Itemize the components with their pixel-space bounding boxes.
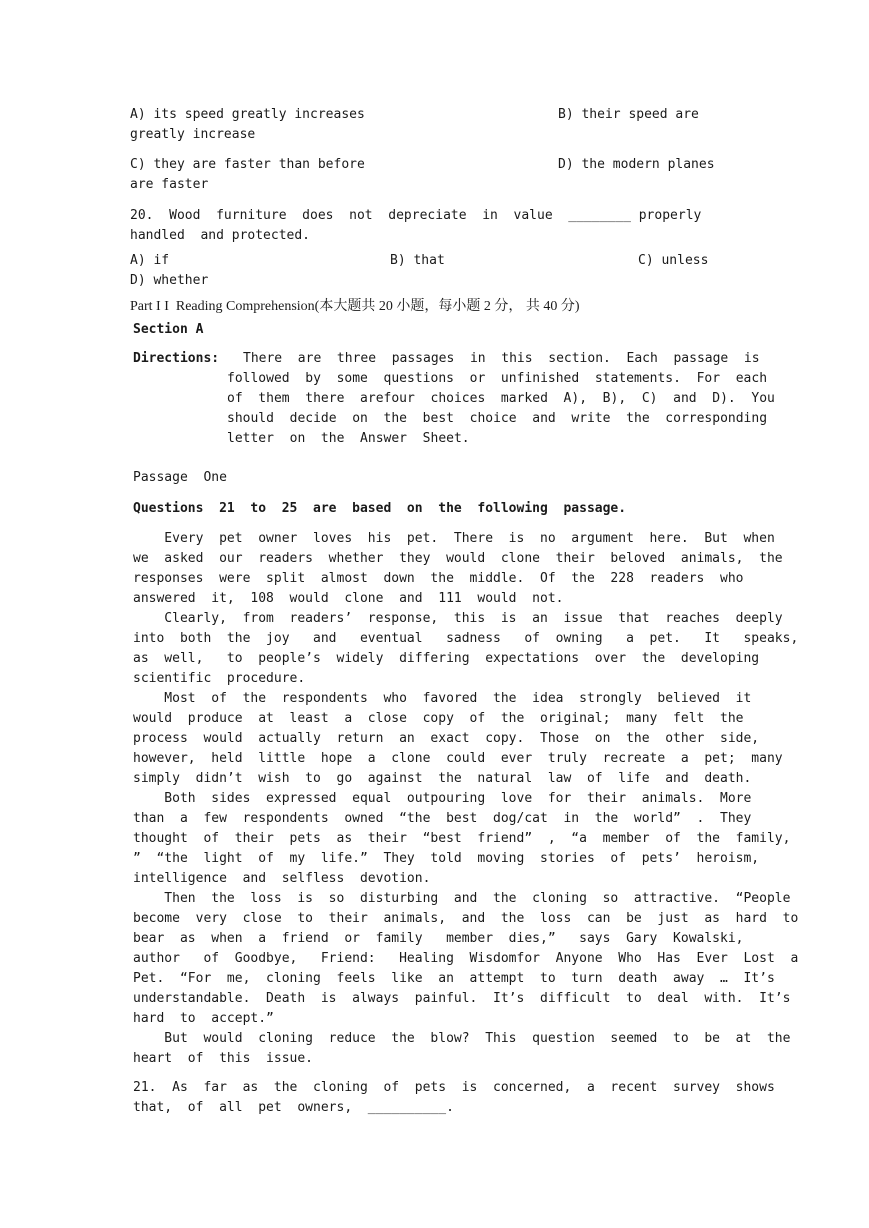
q21-stem-cont: that, of all pet owners, __________. bbox=[133, 1100, 454, 1115]
q20-option-a: A) if bbox=[130, 253, 170, 268]
q19-option-a: A) its speed greatly increases bbox=[130, 107, 365, 122]
passage-line: But would cloning reduce the blow? This question seemed to be at the bbox=[133, 1031, 791, 1046]
q19-option-d: D) the modern planes bbox=[558, 157, 715, 172]
passage-line: as well, to people’s widely differing expectations over the developing bbox=[133, 651, 760, 666]
passage-line: thought of their pets as their “best friend” , “a member of the family, bbox=[133, 831, 791, 846]
passage-line: bear as when a friend or family member dies,” says Gary Kowalski, bbox=[133, 931, 744, 946]
passage-line: hard to accept.” bbox=[133, 1011, 274, 1026]
passage-line: would produce at least a close copy of the original; many felt the bbox=[133, 711, 744, 726]
directions-line: followed by some questions or unfinished statements. For each bbox=[227, 371, 768, 386]
q20-option-c: C) unless bbox=[638, 253, 709, 268]
passage-line: into both the joy and eventual sadness of owning a pet. It speaks, bbox=[133, 631, 799, 646]
passage-body bbox=[133, 529, 799, 1069]
directions-line: should decide on the best choice and write the corresponding bbox=[227, 411, 768, 426]
passage-line: intelligence and selfless devotion. bbox=[133, 871, 431, 886]
passage-line: understandable. Death is always painful. It’s difficult to deal with. It’s bbox=[133, 991, 791, 1006]
q20-stem-cont: handled and protected. bbox=[130, 228, 311, 243]
passage-line: Pet. “For me, cloning feels like an attempt to turn death away … It’s bbox=[133, 971, 775, 986]
directions-line: There are three passages in this section. Each passage is bbox=[243, 351, 760, 366]
q19-option-d-cont: are faster bbox=[130, 177, 209, 192]
passage-line: answered it, 108 would clone and 111 would not. bbox=[133, 591, 564, 606]
passage-line: author of Goodbye, Friend: Healing Wisdomfor Anyone Who Has Ever Lost a bbox=[133, 951, 799, 966]
passage-line: we asked our readers whether they would clone their beloved animals, the bbox=[133, 551, 783, 566]
passage-line: ” “the light of my life.” They told moving stories of pets’ heroism, bbox=[133, 851, 760, 866]
q20-option-b: B) that bbox=[390, 253, 445, 268]
q21-stem: 21. As far as the cloning of pets is concerned, a recent survey shows bbox=[133, 1080, 775, 1095]
passage-line: heart of this issue. bbox=[133, 1051, 314, 1066]
q19-option-b-cont: greatly increase bbox=[130, 127, 256, 142]
passage-line: Then the loss is so disturbing and the cloning so attractive. “People bbox=[133, 891, 791, 906]
passage-line: Every pet owner loves his pet. There is no argument here. But when bbox=[133, 531, 775, 546]
directions-label: Directions: bbox=[133, 351, 220, 366]
directions-line: letter on the Answer Sheet. bbox=[227, 431, 470, 446]
passage-line: however, held little hope a clone could ever truly recreate a pet; many bbox=[133, 751, 783, 766]
passage-line: process would actually return an exact copy. Those on the other side, bbox=[133, 731, 760, 746]
part2-heading: Part I I Reading Comprehension(本大题共 20 小题，每小题 2 分， 共 40 分) bbox=[130, 299, 580, 314]
directions-line: of them there arefour choices marked A), B), C) and D). You bbox=[227, 391, 775, 406]
passage-line: Clearly, from readers’ response, this is an issue that reaches deeply bbox=[133, 611, 783, 626]
passage-line: responses were split almost down the middle. Of the 228 readers who bbox=[133, 571, 744, 586]
passage-line: simply didn’t wish to go against the natural law of life and death. bbox=[133, 771, 752, 786]
passage-line: Both sides expressed equal outpouring love for their animals. More bbox=[133, 791, 752, 806]
passage-line: scientific procedure. bbox=[133, 671, 306, 686]
q19-option-c: C) they are faster than before bbox=[130, 157, 365, 172]
passage-line: Most of the respondents who favored the idea strongly believed it bbox=[133, 691, 752, 706]
passage-line: than a few respondents owned “the best dog/cat in the world” . They bbox=[133, 811, 752, 826]
q20-option-d: D) whether bbox=[130, 273, 209, 288]
section-a-heading: Section A bbox=[133, 322, 204, 337]
passage-intro: Questions 21 to 25 are based on the following passage. bbox=[133, 501, 627, 516]
passage-line: become very close to their animals, and the loss can be just as hard to bbox=[133, 911, 799, 926]
q20-stem: 20. Wood furniture does not depreciate in value ________ properly bbox=[130, 208, 702, 223]
passage-title: Passage One bbox=[133, 470, 227, 485]
q19-option-b: B) their speed are bbox=[558, 107, 699, 122]
